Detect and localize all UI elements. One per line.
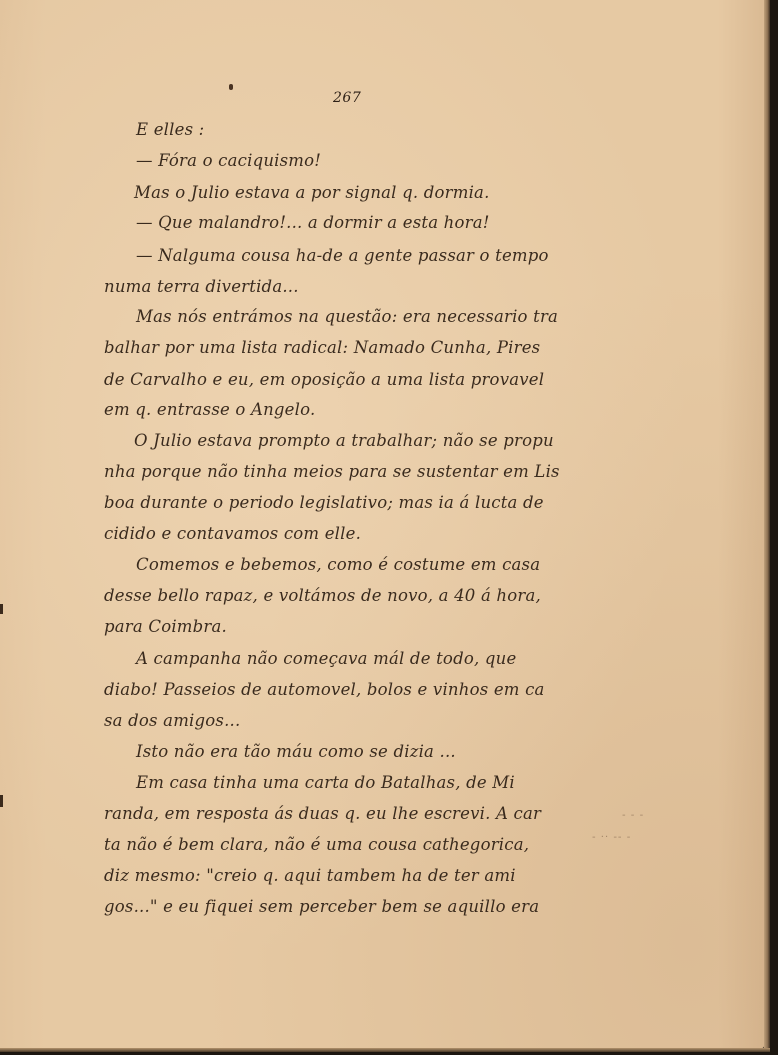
- page-tab-mark: [0, 795, 3, 807]
- manuscript-line: numa terra divertida...: [104, 277, 299, 296]
- manuscript-line: E elles :: [136, 120, 205, 139]
- manuscript-line: randa, em resposta ás duas q. eu lhe escrevi. A car: [104, 804, 542, 823]
- manuscript-line: boa durante o periodo legislativo; mas ia á lucta de: [104, 493, 544, 512]
- manuscript-line: em q. entrasse o Angelo.: [104, 400, 316, 419]
- manuscript-line: para Coimbra.: [104, 617, 227, 636]
- manuscript-line: balhar por uma lista radical: Namado Cunha, Pires: [104, 338, 541, 357]
- manuscript-line: A campanha não começava mál de todo, que: [136, 649, 517, 668]
- manuscript-line: — Nalguma cousa ha-de a gente passar o tempo: [136, 246, 549, 265]
- manuscript-line: diz mesmo: "creio q. aqui tambem ha de ter ami: [104, 866, 516, 885]
- ink-dot: [229, 84, 233, 90]
- margin-mark: - ·· -- -: [592, 832, 632, 843]
- margin-mark: - - -: [622, 810, 645, 821]
- manuscript-line: — Fóra o caciquismo!: [136, 151, 322, 170]
- manuscript-line: Em casa tinha uma carta do Batalhas, de Mi: [136, 773, 515, 792]
- manuscript-line: de Carvalho e eu, em oposição a uma lista provavel: [104, 370, 545, 389]
- manuscript-line: sa dos amigos...: [104, 711, 241, 730]
- page-number: 267: [333, 90, 362, 106]
- manuscript-line: ta não é bem clara, não é uma cousa cathegorica,: [104, 835, 530, 854]
- page-edge: [764, 0, 770, 1052]
- page-tab-mark: [0, 604, 3, 614]
- manuscript-line: cidido e contavamos com elle.: [104, 524, 362, 543]
- manuscript-line: Comemos e bebemos, como é costume em casa: [136, 555, 541, 574]
- page-edge-bottom: [0, 1048, 770, 1052]
- manuscript-line: Mas nós entrámos na questão: era necessario tra: [136, 307, 559, 326]
- manuscript-line: nha porque não tinha meios para se sustentar em Lis: [104, 462, 560, 481]
- manuscript-line: O Julio estava prompto a trabalhar; não se propu: [134, 431, 554, 450]
- manuscript-line: gos..." e eu fiquei sem perceber bem se aquillo era: [104, 897, 540, 916]
- manuscript-line: Isto não era tão máu como se dizia ...: [136, 742, 456, 761]
- manuscript-line: Mas o Julio estava a por signal q. dormia.: [134, 183, 490, 202]
- manuscript-line: — Que malandro!... a dormir a esta hora!: [136, 213, 490, 232]
- manuscript-line: diabo! Passeios de automovel, bolos e vinhos em ca: [104, 680, 545, 699]
- manuscript-line: desse bello rapaz, e voltámos de novo, a 40 á hora,: [104, 586, 541, 605]
